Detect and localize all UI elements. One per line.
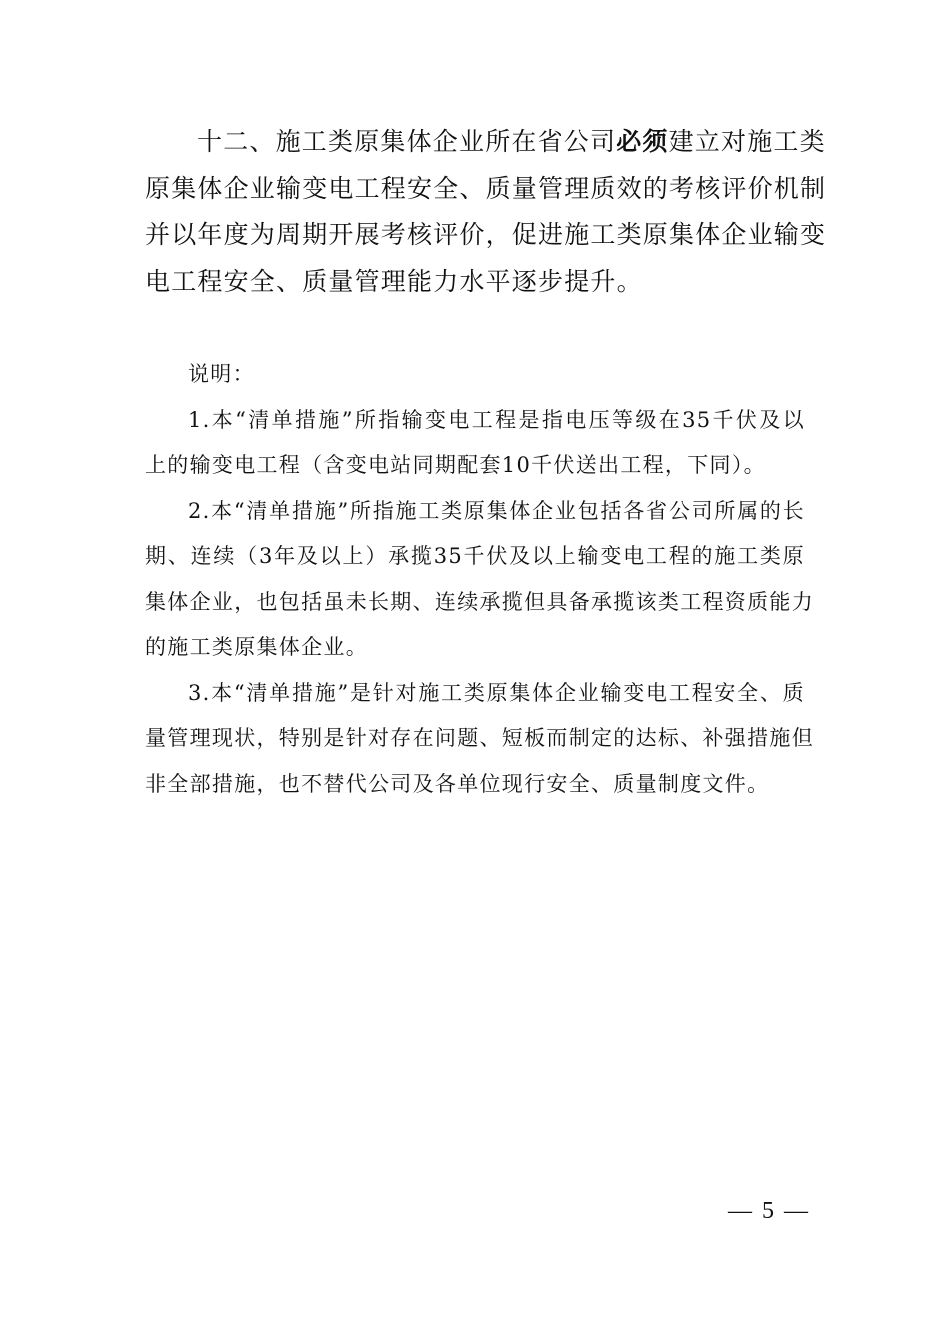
- paragraph-line: [145, 119, 826, 166]
- paragraph-line: 电工程安全、质量管理能力水平逐步提升。: [145, 266, 643, 296]
- note-2-line: 期、连续（3年及以上）承揽35千伏及以上输变电工程的施工类原: [145, 544, 805, 568]
- bold-emphasis: 必须: [616, 127, 669, 156]
- note-3-line: 量管理现状，特别是针对存在问题、短板而制定的达标、补强措施但: [145, 726, 814, 750]
- line-text: 十二、施工类原集体企业所在省公司: [197, 127, 617, 156]
- section-twelve-paragraph: [145, 119, 827, 305]
- note-2-line: 集体企业，也包括虽未长期、连续承揽但具备承揽该类工程资质能力: [145, 589, 814, 614]
- notes-heading: 说明：: [188, 362, 255, 386]
- note-1-line: 1.本“清单措施”所指输变电工程是指电压等级在35千伏及以: [188, 407, 805, 432]
- line-text: 建立对施工类: [668, 127, 826, 156]
- page-number: — 5 —: [728, 1198, 810, 1224]
- notes-section: [145, 352, 814, 807]
- note-2-line: 的施工类原集体企业。: [145, 635, 368, 659]
- note-1-line: 上的输变电工程（含变电站同期配套10千伏送出工程，下同）。: [145, 453, 766, 477]
- paragraph-line: 并以年度为周期开展考核评价，促进施工类原集体企业输变: [145, 220, 827, 249]
- paragraph-line: 原集体企业输变电工程安全、质量管理质效的考核评价机制: [145, 173, 827, 203]
- note-2-line: 2.本“清单措施”所指施工类原集体企业包括各省公司所属的长: [188, 498, 805, 523]
- note-3-line: 3.本“清单措施”是针对施工类原集体企业输变电工程安全、质: [188, 680, 805, 705]
- note-3-line: 非全部措施，也不替代公司及各单位现行安全、质量制度文件。: [145, 771, 770, 796]
